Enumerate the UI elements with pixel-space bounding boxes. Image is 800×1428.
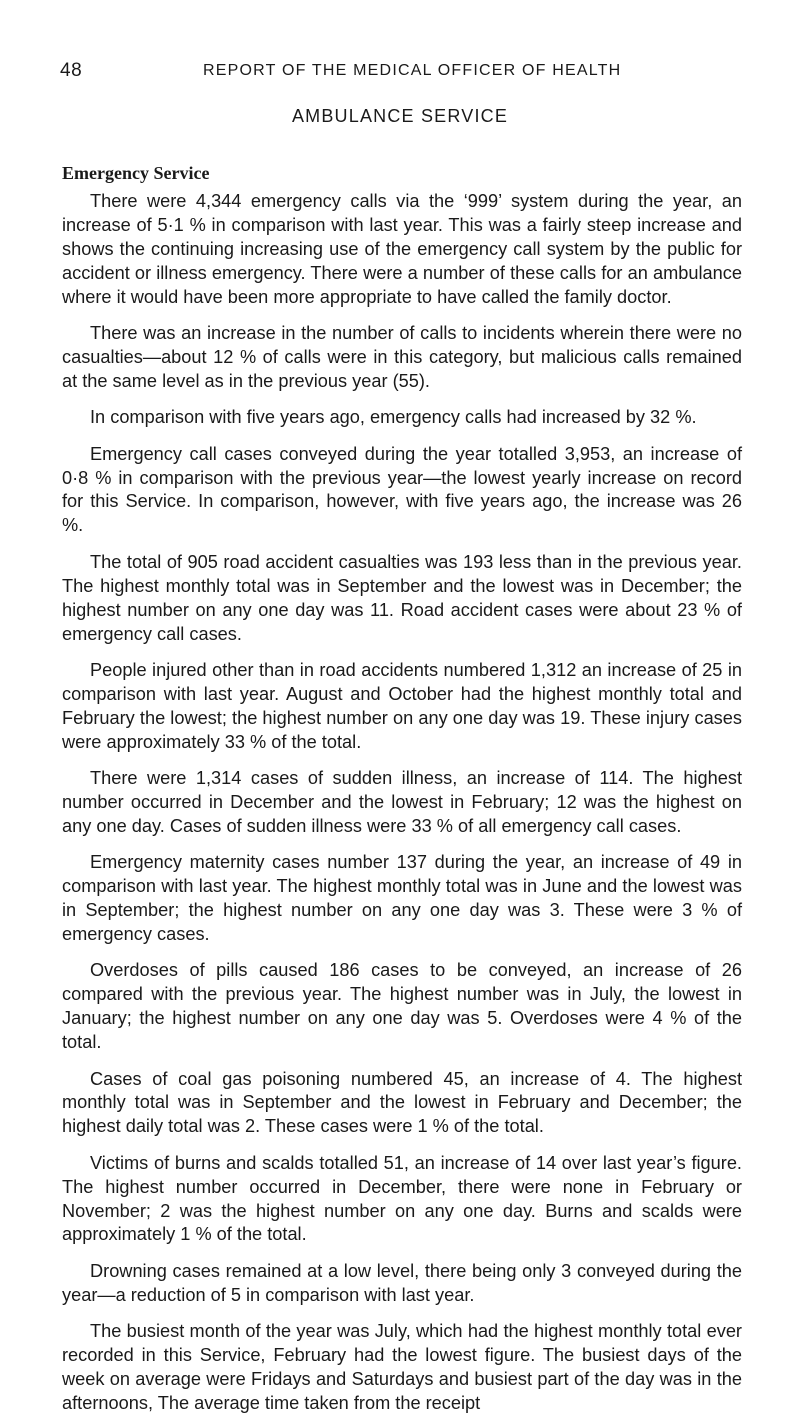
paragraph: Victims of burns and scalds totalled 51, an increase of 14 over last year’s figure. The highest number occurred in December, there were none in February or November; 2 was the highest number on any one day. Burns and scalds were approximately 1 % of the total. (62, 1152, 742, 1245)
paragraph: People injured other than in road accidents numbered 1,312 an increase of 25 in comparison with last year. August and October had the highest monthly total and February the lowest; the highest number on any one day was 19. These injury cases were approximately 33 % of the total. (62, 659, 742, 752)
paragraph: Emergency maternity cases number 137 during the year, an increase of 49 in comparison with last year. The highest monthly total was in June and the lowest was in September; the highest number on any one day was 3. These were 3 % of emergency cases. (62, 852, 742, 944)
body-text (62, 190, 742, 1428)
running-title: REPORT OF THE MEDICAL OFFICER OF HEALTH (203, 62, 622, 79)
subheading: Emergency Service (62, 163, 210, 183)
paragraph: The total of 905 road accident casualties was 193 less than in the previous year. The highest monthly total was in September and the lowest was in December; the highest number on any one day was 11. Road accident cases were about 23 % of emergency call cases. (62, 551, 742, 644)
paragraph: In comparison with five years ago, emergency calls had increased by 32 %. (90, 407, 697, 428)
paragraph: Drowning cases remained at a low level, there being only 3 conveyed during the year—a reduction of 5 in comparison with last year. (62, 1260, 742, 1305)
paragraph: Cases of coal gas poisoning numbered 45, an increase of 4. The highest monthly total was in September and the lowest in February and December; the highest daily total was 2. These cases were 1 % of the total. (62, 1068, 742, 1137)
paragraph: There was an increase in the number of calls to incidents wherein there were no casualties—about 12 % of calls were in this category, but malicious calls remained at the same level as in the previous year (55). (62, 323, 742, 391)
paragraph: The busiest month of the year was July, which had the highest monthly total ever recorded in this Service, February had the lowest figure. The busiest days of the week on average were Fridays and Saturdays and busiest part of the day was in the afternoons, The average time taken from the receipt (62, 1321, 742, 1413)
section-title: AMBULANCE SERVICE (291, 106, 509, 126)
paragraph: There were 4,344 emergency calls via the ‘999’ system during the year, an increase of 5·1 % in comparison with last year. This was a fairly steep increase and shows the continuing increasing use of the emergency call system by the public for accident or illness emergency. There were a number of these calls for an ambulance where it would have been more appropriate to have called the family doctor. (62, 191, 742, 307)
paragraph: Emergency call cases conveyed during the year totalled 3,953, an increase of 0·8 % in comparison with the previous year—the lowest yearly increase on record for this Service. In comparison, however, with five years ago, the increase was 26 %. (62, 443, 742, 536)
paragraph: There were 1,314 cases of sudden illness, an increase of 114. The highest number occurred in December and the lowest in February; 12 was the highest on any one day. Cases of sudden illness were 33 % of all emergency call cases. (62, 768, 742, 836)
paragraph: Overdoses of pills caused 186 cases to be conveyed, an increase of 26 compared with the previous year. The highest number was in July, the lowest in January; the highest number on any one day was 5. Overdoses were 4 % of the total. (62, 960, 742, 1053)
running-header (60, 60, 740, 84)
page-number: 48 (60, 60, 83, 81)
